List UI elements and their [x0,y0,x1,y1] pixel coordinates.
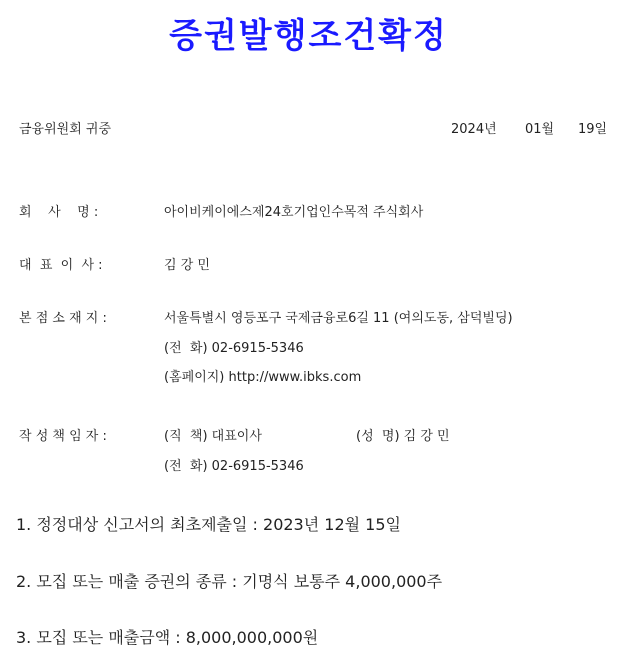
company-name-value: 아이비케이에스제24호기업인수목적 주식회사 [164,205,424,220]
hq-phone: (전 화) 02-6915-5346 [164,341,304,356]
recipient: 금융위원회 귀중 [19,122,112,137]
company-name-label: 회 사 명 : [19,205,99,220]
hq-address: 서울특별시 영등포구 국제금융로6길 11 (여의도동, 삼덕빌딩) [164,311,513,326]
writer-name: (성 명) 김 강 민 [356,429,450,444]
hq-homepage: (홈페이지) http://www.ibks.com [164,370,362,385]
writer-phone: (전 화) 02-6915-5346 [164,459,304,474]
list-item: 1. 정정대상 신고서의 최초제출일 : 2023년 12월 15일 [16,515,401,534]
ceo-value: 김 강 민 [164,258,210,273]
date-month: 01월 [525,122,555,137]
hq-label: 본 점 소 재 지 : [19,311,107,326]
ceo-label: 대 표 이 사 : [19,258,103,273]
document-title: 증권발행조건확정 [169,16,448,56]
writer-position: (직 책) 대표이사 [164,429,262,444]
list-item: 3. 모집 또는 매출금액 : 8,000,000,000원 [16,628,319,647]
writer-label: 작 성 책 임 자 : [19,429,107,444]
date-year: 2024년 [451,122,497,137]
list-item: 2. 모집 또는 매출 증권의 종류 : 기명식 보통주 4,000,000주 [16,572,443,591]
date-day: 19일 [578,122,608,137]
